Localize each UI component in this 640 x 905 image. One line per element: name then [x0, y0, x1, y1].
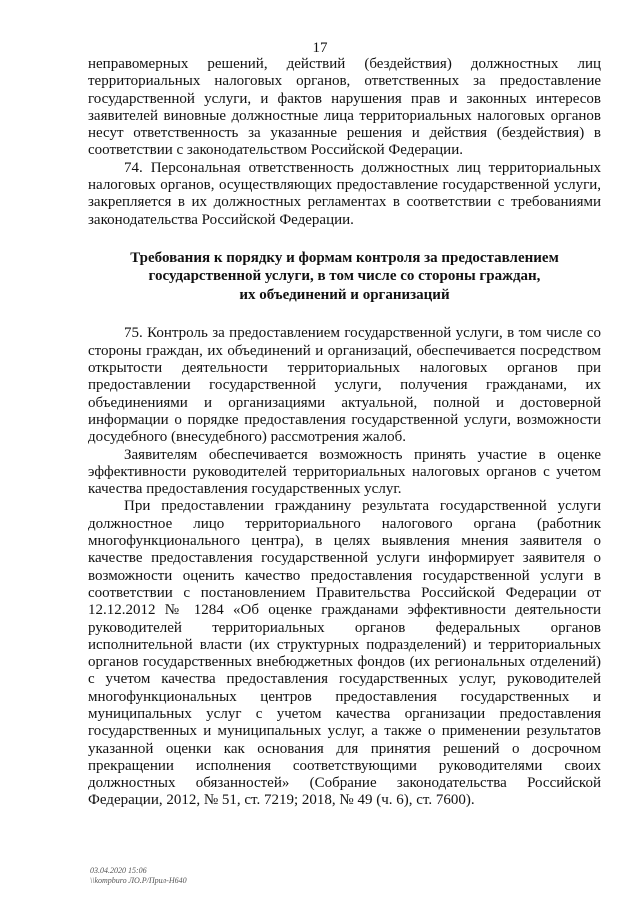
footer-date: 03.04.2020 15:06: [90, 866, 147, 875]
footer-path: \\kompburo ЛО.Р/Прил-Н640: [90, 876, 187, 885]
paragraph-informing: При предоставлении гражданину результата государственной услуги должностное лицо территориального налогового органа (работник многофункционального центра), в целях выявления мнения заявителя о качестве предоставления государственной услуги информирует заявителя о возможности оценить качество предоставления государственной услуги в соответствии с постановлением Правительства Российской Федерации от 12.12.2012 № 1284 «Об оценке гражданами эффективности деятельности руководителей территориальных органов федеральных органов исполнительной власти (их структурных подразделений) и территориальных органов государственных внебюджетных фондов (их региональных отделений) с учетом качества предоставления государственных услуг, руководителей многофункциональных центров предоставления государственных и муниципальных услуг с учетом качества организации предоставления государственных и муниципальных услуг, а также о применении результатов указанной оценки как основания для принятия решений о досрочном прекращении исполнения соответствующими руководителями своих должностных обязанностей» (Собрание законодательства Российской Федерации, 2012, № 51, ст. 7219; 2018, № 49 (ч. 6), ст. 7600).: [88, 498, 601, 809]
heading-line-1: Требования к порядку и формам контроля за предоставлением: [130, 249, 559, 266]
paragraph-75: 75. Контроль за предоставлением государственной услуги, в том числе со стороны граждан, их объединений и организаций, обеспечивается посредством открытости деятельности территориальных налоговых органов при предоставлении государственной услуги, получения гражданами, их объединениями и организациями актуальной, полной и достоверной информации о порядке предоставления государственной услуги, возможности досудебного (внесудебного) рассмотрения жалоб.: [88, 325, 601, 446]
heading-line-2: государственной услуги, в том числе со стороны граждан,: [148, 268, 541, 285]
document-body: [88, 56, 601, 810]
heading-line-3: их объединений и организаций: [239, 286, 450, 303]
page-number: 17: [312, 40, 328, 56]
paragraph-continuation: неправомерных решений, действий (бездействия) должностных лиц территориальных налоговых органов, ответственных за предоставление государственной услуги, и фактов нарушения прав и законных интересов заявителей виновные должностные лица территориальных налоговых органов несут ответственность за указанные решения и действия (бездействия) в соответствии с законодательством Российской Федерации.: [88, 56, 601, 159]
paragraph-74: 74. Персональная ответственность должностных лиц территориальных налоговых органов, осуществляющих предоставление государственной услуги, закрепляется в их должностных регламентах в соответствии с требованиями законодательства Российской Федерации.: [88, 159, 601, 228]
footer-stamp: [90, 866, 187, 886]
paragraph-evaluation: Заявителям обеспечивается возможность принять участие в оценке эффективности руководителей территориальных налоговых органов с учетом качества предоставления государственных услуг.: [88, 446, 601, 498]
section-heading: [88, 249, 601, 305]
